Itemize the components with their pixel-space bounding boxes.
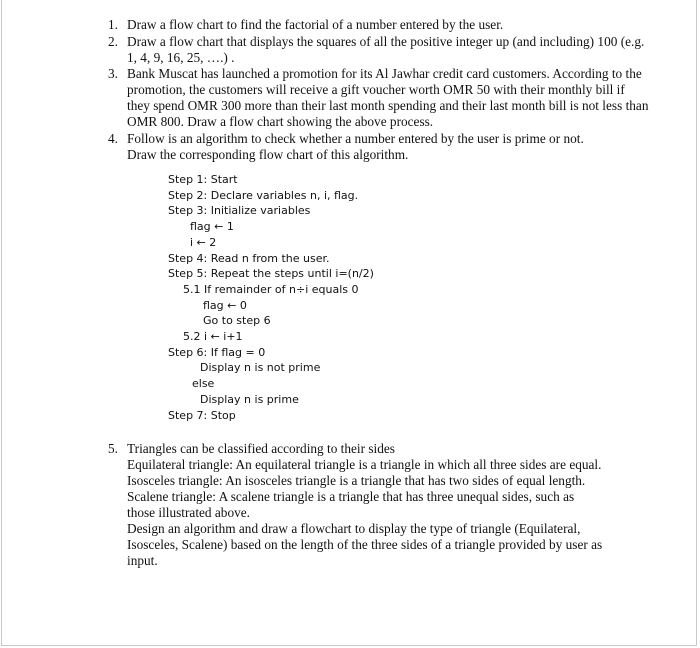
question-3-line-1: Bank Muscat has launched a promotion for its Al Jawhar credit card customers. According to the: [127, 66, 642, 81]
question-5-number: 5.: [108, 441, 118, 456]
question-5-line-8: input.: [127, 553, 158, 568]
algo-step-5-2: 5.2 i ← i+1: [183, 330, 243, 344]
question-2-number: 2.: [108, 34, 118, 49]
question-2-line-1: Draw a flow chart that displays the squares of all the positive integer up (and including) 100 (e.g.: [127, 34, 645, 49]
algo-step-5: Step 5: Repeat the steps until i=(n/2): [168, 267, 374, 281]
algo-step-5-1: 5.1 If remainder of n÷i equals 0: [183, 282, 359, 296]
question-5-line-3: Isosceles triangle: An isosceles triangle is a triangle that has two sides of equal length.: [127, 473, 586, 488]
question-4-line-2: Draw the corresponding flow chart of this algorithm.: [127, 147, 409, 162]
question-5-line-6: Design an algorithm and draw a flowchart to display the type of triangle (Equilateral,: [127, 521, 581, 536]
algo-step-3: Step 3: Initialize variables: [168, 204, 311, 218]
question-5-line-5: those illustrated above.: [127, 505, 250, 520]
question-3: [108, 66, 649, 130]
algo-step-6: Step 6: If flag = 0: [168, 345, 266, 359]
prime-algorithm: [168, 172, 374, 423]
algo-display-not-prime: Display n is not prime: [200, 361, 321, 375]
question-3-number: 3.: [108, 66, 118, 81]
question-4: [108, 131, 584, 163]
question-5-line-2: Equilateral triangle: An equilateral triangle is a triangle in which all three sides are equal.: [127, 457, 602, 472]
question-3-line-2: promotion, the customers will receive a gift voucher worth OMR 50 with their monthly bill if: [127, 82, 625, 97]
algo-step-1: Step 1: Start: [168, 173, 238, 186]
algo-else: else: [192, 377, 215, 391]
question-2: [108, 34, 645, 66]
question-2-line-2: 1, 4, 9, 16, 25, ….) .: [127, 50, 235, 65]
question-1-number: 1.: [108, 17, 118, 32]
algo-init-i: i ← 2: [190, 235, 217, 249]
question-5-line-1: Triangles can be classified according to their sides: [127, 441, 395, 456]
question-5-line-4: Scalene triangle: A scalene triangle is a triangle that has three unequal sides, such as: [127, 489, 575, 504]
algo-display-prime: Display n is prime: [200, 392, 299, 406]
question-3-line-3: they spend OMR 300 more than their last month spending and their last month bill is not less than: [127, 98, 649, 113]
algo-step-4: Step 4: Read n from the user.: [168, 251, 330, 265]
question-4-number: 4.: [108, 131, 118, 146]
algo-set-flag: flag ← 0: [203, 298, 247, 312]
algo-init-flag: flag ← 1: [190, 220, 234, 234]
question-5: [108, 441, 603, 569]
question-1-line-1: Draw a flow chart to find the factorial of a number entered by the user.: [127, 17, 504, 32]
question-5-line-7: Isosceles, Scalene) based on the length of the three sides of a triangle provided by user as: [127, 537, 603, 552]
algo-step-2: Step 2: Declare variables n, i, flag.: [168, 188, 359, 202]
algo-step-7: Step 7: Stop: [168, 408, 236, 422]
question-1: [108, 17, 504, 33]
question-4-line-1: Follow is an algorithm to check whether a number entered by the user is prime or not.: [127, 131, 584, 146]
algo-goto-step-6: Go to step 6: [203, 314, 271, 328]
question-3-line-4: OMR 800. Draw a flow chart showing the above process.: [127, 114, 434, 129]
